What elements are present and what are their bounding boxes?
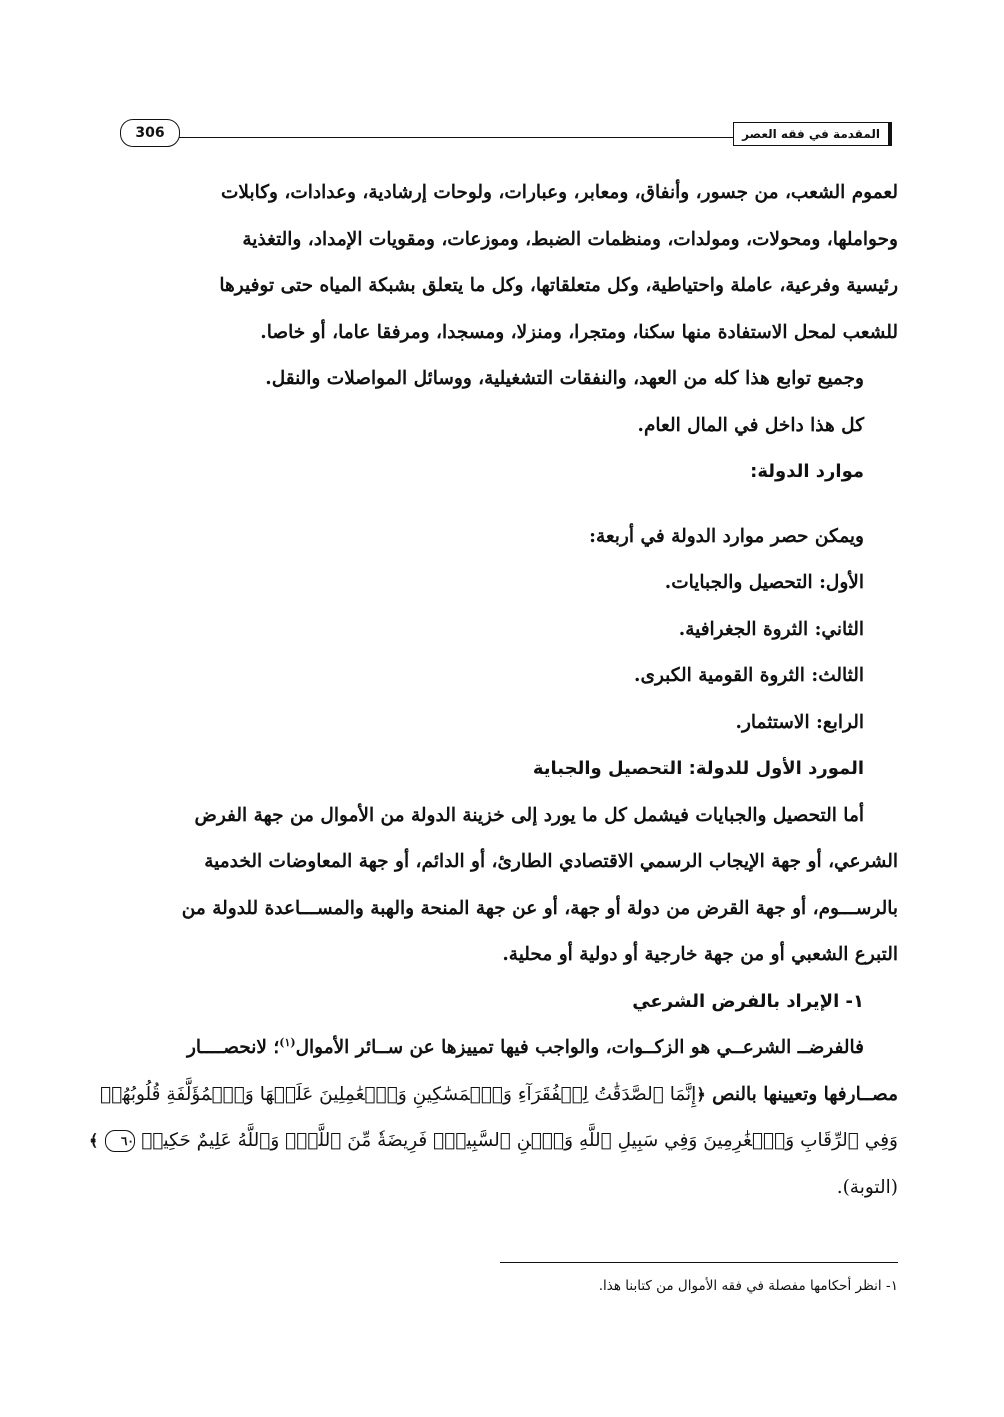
- body-line: للشعب لمحل الاستفادة منها سكنا، ومتجرا، ومنزلا، ومسجدا، ومرفقا عاما، أو خاصا.: [260, 321, 898, 343]
- verse-line: [89, 1118, 898, 1165]
- page-number: 306: [120, 119, 180, 147]
- footnote: ١- انظر أحكامها مفصلة في فقه الأموال من كتابنا هذا.: [598, 1278, 898, 1294]
- zakat-text: فالفرضــ الشرعــي هو الزكــوات، والواجب فيها تمييزها عن ســائر الأموال: [295, 1037, 864, 1058]
- zakat-text: مصــارفها وتعيينها بالنص: [712, 1083, 898, 1105]
- body-line: بالرســـوم، أو جهة القرض من دولة أو جهة، أو عن جهة المنحة والهبة والمســـاعدة للدولة من: [181, 897, 898, 919]
- quran-verse: وَفِي ٱلرِّقَابِ وَٱلۡغَٰرِمِينَ وَفِي سَبِيلِ ٱللَّهِ وَٱبۡنِ ٱلسَّبِيلِۖ فَرِيضَةٗ مِّنَ ٱللَّهِۗ وَٱللَّهُ عَلِيمٌ حَكِيمٞ: [141, 1130, 898, 1151]
- quran-verse: إِنَّمَا ٱلصَّدَقَٰتُ لِلۡفُقَرَآءِ وَٱلۡمَسَٰكِينِ وَٱلۡعَٰمِلِينَ عَلَيۡهَا وَٱلۡمُؤَلَّفَةِ قُلُوبُهُمۡ: [100, 1083, 697, 1105]
- body-line: رئيسية وفرعية، عاملة واحتياطية، وكل متعلقاتها، وكل ما يتعلق بشبكة المياه حتى توفيرها: [219, 275, 898, 296]
- resources-intro: ويمكن حصر موارد الدولة في أربعة:: [589, 525, 864, 547]
- verse-open-bracket: ﴿: [696, 1084, 706, 1104]
- resources-list-item: الثالث: الثروة القومية الكبرى.: [634, 665, 864, 686]
- footnote-marker[interactable]: (١): [279, 1035, 296, 1049]
- running-header: [112, 118, 892, 148]
- resources-list-item: الأول: التحصيل والجبايات.: [664, 572, 864, 593]
- surah-reference: (التوبة).: [836, 1176, 898, 1198]
- heading-first-resource: المورد الأول للدولة: التحصيل والجباية: [532, 758, 864, 779]
- paragraph-public-money: كل هذا داخل في المال العام.: [637, 414, 864, 436]
- zakat-verse-line: [100, 1072, 898, 1119]
- heading-state-resources: موارد الدولة:: [750, 461, 864, 482]
- verse-number: ٦٠: [105, 1130, 135, 1152]
- body-line: الشرعي، أو جهة الإيجاب الرسمي الاقتصادي الطارئ، أو الدائم، أو جهة المعاوضات الخدمية: [204, 851, 898, 872]
- body-line: التبرع الشعبي أو من جهة خارجية أو دولية أو محلية.: [502, 944, 898, 965]
- book-title: المقدمة في فقه العصر: [733, 122, 892, 146]
- footnote-rule: [500, 1262, 898, 1263]
- heading-religious-levy: ١- الإيراد بالفرض الشرعي: [632, 990, 864, 1012]
- body-line: أما التحصيل والجبايات فيشمل كل ما يورد إلى خزينة الدولة من الأموال من جهة الفرض: [194, 804, 864, 826]
- page-body: [89, 170, 898, 1211]
- zakat-line: [112, 1025, 898, 1072]
- body-line: وحواملها، ومحولات، ومولدات، ومنظمات الضبط، وموزعات، ومقويات الإمداد، والتغذية: [242, 228, 898, 250]
- resources-list-item: الرابع: الاستثمار.: [735, 711, 864, 733]
- body-line: لعموم الشعب، من جسور، وأنفاق، ومعابر، وعبارات، ولوحات إرشادية، وعدادات، وكابلات: [220, 182, 898, 203]
- paragraph-appendages: وجميع توابع هذا كله من العهد، والنفقات التشغيلية، ووسائل المواصلات والنقل.: [265, 368, 864, 389]
- resources-list-item: الثاني: الثروة الجغرافية.: [678, 618, 864, 640]
- verse-close-bracket: ﴾: [89, 1131, 99, 1150]
- zakat-text-end: ؛ لانحصــــار: [186, 1037, 280, 1058]
